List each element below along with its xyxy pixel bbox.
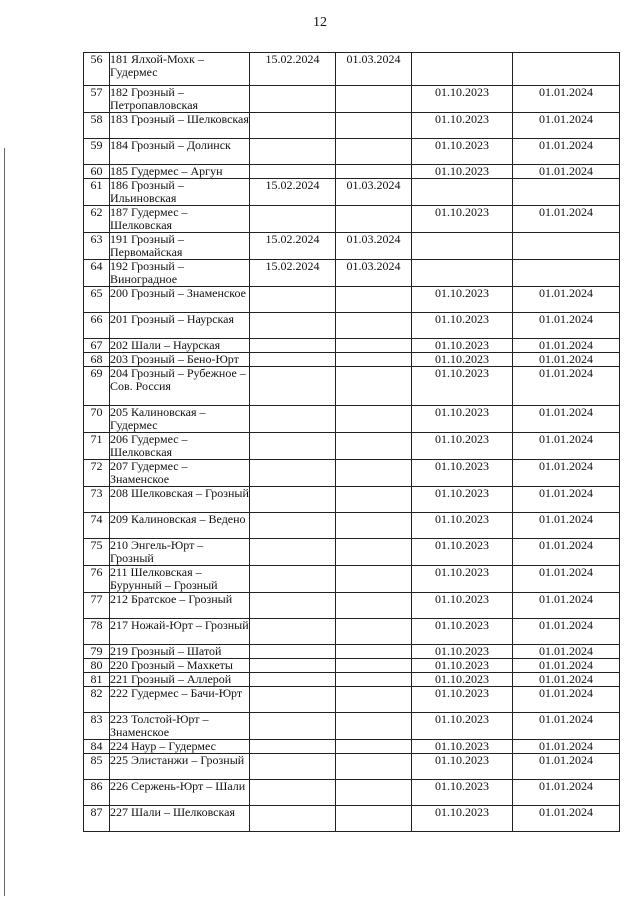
route-name-cell: 207 Гудермес – Знаменское xyxy=(110,460,250,487)
date-col-3-cell xyxy=(412,260,513,287)
date-col-4-cell: 01.01.2024 xyxy=(513,619,620,645)
route-name-cell: 210 Энгель-Юрт – Грозный xyxy=(110,539,250,566)
table-row xyxy=(84,593,620,619)
route-name-cell: 185 Гудермес – Аргун xyxy=(110,165,250,179)
date-col-4-cell: 01.01.2024 xyxy=(513,165,620,179)
date-col-4-cell: 01.01.2024 xyxy=(513,754,620,780)
row-number-cell: 80 xyxy=(84,659,110,673)
row-number-cell: 62 xyxy=(84,206,110,233)
date-col-1-cell xyxy=(250,313,336,339)
date-col-3-cell: 01.10.2023 xyxy=(412,406,513,433)
date-col-3-cell: 01.10.2023 xyxy=(412,740,513,754)
date-col-1-cell xyxy=(250,165,336,179)
date-col-4-cell: 01.01.2024 xyxy=(513,367,620,406)
date-col-4-cell: 01.01.2024 xyxy=(513,206,620,233)
date-col-1-cell: 15.02.2024 xyxy=(250,233,336,260)
row-number-cell: 87 xyxy=(84,806,110,832)
date-col-4-cell: 01.01.2024 xyxy=(513,659,620,673)
date-col-3-cell: 01.10.2023 xyxy=(412,713,513,740)
date-col-2-cell xyxy=(336,367,412,406)
row-number-cell: 69 xyxy=(84,367,110,406)
row-number-cell: 58 xyxy=(84,113,110,139)
date-col-1-cell: 15.02.2024 xyxy=(250,179,336,206)
row-number-cell: 77 xyxy=(84,593,110,619)
table-row xyxy=(84,513,620,539)
date-col-4-cell: 01.01.2024 xyxy=(513,513,620,539)
date-col-2-cell xyxy=(336,287,412,313)
date-col-4-cell: 01.01.2024 xyxy=(513,406,620,433)
table-body xyxy=(84,53,620,832)
date-col-4-cell: 01.01.2024 xyxy=(513,806,620,832)
date-col-1-cell xyxy=(250,619,336,645)
route-name-cell: 223 Толстой-Юрт – Знаменское xyxy=(110,713,250,740)
table-row xyxy=(84,165,620,179)
date-col-3-cell: 01.10.2023 xyxy=(412,513,513,539)
row-number-cell: 61 xyxy=(84,179,110,206)
row-number-cell: 56 xyxy=(84,53,110,86)
date-col-1-cell xyxy=(250,645,336,659)
date-col-1-cell xyxy=(250,206,336,233)
table-row xyxy=(84,539,620,566)
date-col-1-cell xyxy=(250,673,336,687)
date-col-3-cell: 01.10.2023 xyxy=(412,754,513,780)
date-col-3-cell: 01.10.2023 xyxy=(412,566,513,593)
table-row xyxy=(84,339,620,353)
table-row xyxy=(84,233,620,260)
date-col-3-cell: 01.10.2023 xyxy=(412,687,513,713)
date-col-3-cell: 01.10.2023 xyxy=(412,367,513,406)
route-name-cell: 201 Грозный – Наурская xyxy=(110,313,250,339)
row-number-cell: 64 xyxy=(84,260,110,287)
date-col-4-cell: 01.01.2024 xyxy=(513,593,620,619)
row-number-cell: 60 xyxy=(84,165,110,179)
row-number-cell: 71 xyxy=(84,433,110,460)
route-name-cell: 200 Грозный – Знаменское xyxy=(110,287,250,313)
date-col-2-cell xyxy=(336,593,412,619)
table-row xyxy=(84,806,620,832)
date-col-2-cell xyxy=(336,353,412,367)
date-col-1-cell xyxy=(250,513,336,539)
route-name-cell: 221 Грозный – Аллерой xyxy=(110,673,250,687)
row-number-cell: 72 xyxy=(84,460,110,487)
row-number-cell: 73 xyxy=(84,487,110,513)
date-col-3-cell: 01.10.2023 xyxy=(412,645,513,659)
date-col-3-cell xyxy=(412,179,513,206)
route-name-cell: 219 Грозный – Шатой xyxy=(110,645,250,659)
date-col-1-cell xyxy=(250,113,336,139)
date-col-4-cell: 01.01.2024 xyxy=(513,645,620,659)
route-name-cell: 182 Грозный – Петропавловская xyxy=(110,86,250,113)
date-col-3-cell: 01.10.2023 xyxy=(412,539,513,566)
table-row xyxy=(84,86,620,113)
row-number-cell: 68 xyxy=(84,353,110,367)
date-col-1-cell xyxy=(250,433,336,460)
date-col-2-cell xyxy=(336,687,412,713)
date-col-2-cell xyxy=(336,460,412,487)
table-row xyxy=(84,367,620,406)
date-col-2-cell: 01.03.2024 xyxy=(336,179,412,206)
date-col-1-cell xyxy=(250,740,336,754)
date-col-4-cell: 01.01.2024 xyxy=(513,740,620,754)
date-col-2-cell xyxy=(336,339,412,353)
date-col-1-cell xyxy=(250,713,336,740)
table-row xyxy=(84,260,620,287)
date-col-4-cell: 01.01.2024 xyxy=(513,287,620,313)
date-col-2-cell: 01.03.2024 xyxy=(336,53,412,86)
date-col-1-cell xyxy=(250,780,336,806)
date-col-4-cell xyxy=(513,233,620,260)
route-name-cell: 225 Элистанжи – Грозный xyxy=(110,754,250,780)
date-col-3-cell: 01.10.2023 xyxy=(412,139,513,165)
date-col-3-cell: 01.10.2023 xyxy=(412,806,513,832)
date-col-1-cell xyxy=(250,593,336,619)
date-col-2-cell xyxy=(336,513,412,539)
row-number-cell: 79 xyxy=(84,645,110,659)
date-col-4-cell: 01.01.2024 xyxy=(513,673,620,687)
page-number: 12 xyxy=(313,15,327,30)
table-row xyxy=(84,673,620,687)
route-name-cell: 191 Грозный – Первомайская xyxy=(110,233,250,260)
table-row xyxy=(84,113,620,139)
row-number-cell: 67 xyxy=(84,339,110,353)
date-col-2-cell xyxy=(336,566,412,593)
date-col-3-cell: 01.10.2023 xyxy=(412,433,513,460)
date-col-1-cell xyxy=(250,86,336,113)
date-col-2-cell xyxy=(336,713,412,740)
date-col-4-cell xyxy=(513,260,620,287)
date-col-1-cell xyxy=(250,367,336,406)
date-col-3-cell: 01.10.2023 xyxy=(412,460,513,487)
date-col-3-cell: 01.10.2023 xyxy=(412,86,513,113)
table-row xyxy=(84,713,620,740)
date-col-2-cell xyxy=(336,206,412,233)
route-name-cell: 192 Грозный – Виноградное xyxy=(110,260,250,287)
route-name-cell: 183 Грозный – Шелковская xyxy=(110,113,250,139)
table-row xyxy=(84,659,620,673)
route-name-cell: 217 Ножай-Юрт – Грозный xyxy=(110,619,250,645)
date-col-2-cell xyxy=(336,313,412,339)
table-row xyxy=(84,313,620,339)
date-col-2-cell xyxy=(336,673,412,687)
date-col-2-cell xyxy=(336,539,412,566)
route-name-cell: 203 Грозный – Бено-Юрт xyxy=(110,353,250,367)
date-col-4-cell: 01.01.2024 xyxy=(513,539,620,566)
date-col-1-cell xyxy=(250,539,336,566)
route-name-cell: 208 Шелковская – Грозный xyxy=(110,487,250,513)
row-number-cell: 57 xyxy=(84,86,110,113)
date-col-2-cell xyxy=(336,139,412,165)
row-number-cell: 65 xyxy=(84,287,110,313)
route-name-cell: 181 Ялхой-Мохк – Гудермес xyxy=(110,53,250,86)
date-col-1-cell xyxy=(250,406,336,433)
row-number-cell: 70 xyxy=(84,406,110,433)
date-col-4-cell: 01.01.2024 xyxy=(513,339,620,353)
date-col-3-cell: 01.10.2023 xyxy=(412,113,513,139)
route-name-cell: 227 Шали – Шелковская xyxy=(110,806,250,832)
table-row xyxy=(84,566,620,593)
date-col-2-cell xyxy=(336,406,412,433)
date-col-2-cell xyxy=(336,740,412,754)
route-name-cell: 186 Грозный – Ильиновская xyxy=(110,179,250,206)
route-name-cell: 187 Гудермес – Шелковская xyxy=(110,206,250,233)
table-row xyxy=(84,645,620,659)
date-col-2-cell xyxy=(336,619,412,645)
date-col-4-cell xyxy=(513,179,620,206)
row-number-cell: 63 xyxy=(84,233,110,260)
date-col-1-cell xyxy=(250,139,336,165)
date-col-2-cell xyxy=(336,165,412,179)
scan-margin-line xyxy=(4,148,5,896)
row-number-cell: 83 xyxy=(84,713,110,740)
date-col-4-cell: 01.01.2024 xyxy=(513,353,620,367)
date-col-4-cell: 01.01.2024 xyxy=(513,780,620,806)
route-name-cell: 224 Наур – Гудермес xyxy=(110,740,250,754)
date-col-3-cell: 01.10.2023 xyxy=(412,487,513,513)
row-number-cell: 76 xyxy=(84,566,110,593)
date-col-3-cell: 01.10.2023 xyxy=(412,673,513,687)
date-col-3-cell: 01.10.2023 xyxy=(412,313,513,339)
table-row xyxy=(84,487,620,513)
date-col-1-cell xyxy=(250,806,336,832)
route-name-cell: 204 Грозный – Рубежное – Сов. Россия xyxy=(110,367,250,406)
table-row xyxy=(84,740,620,754)
table-row xyxy=(84,206,620,233)
date-col-4-cell: 01.01.2024 xyxy=(513,713,620,740)
row-number-cell: 81 xyxy=(84,673,110,687)
date-col-2-cell xyxy=(336,806,412,832)
row-number-cell: 59 xyxy=(84,139,110,165)
date-col-2-cell xyxy=(336,487,412,513)
date-col-3-cell: 01.10.2023 xyxy=(412,165,513,179)
date-col-3-cell: 01.10.2023 xyxy=(412,780,513,806)
table-row xyxy=(84,433,620,460)
date-col-3-cell xyxy=(412,233,513,260)
row-number-cell: 74 xyxy=(84,513,110,539)
table-row xyxy=(84,139,620,165)
date-col-2-cell xyxy=(336,754,412,780)
date-col-1-cell xyxy=(250,339,336,353)
table-row xyxy=(84,460,620,487)
table-row xyxy=(84,406,620,433)
route-name-cell: 222 Гудермес – Бачи-Юрт xyxy=(110,687,250,713)
row-number-cell: 78 xyxy=(84,619,110,645)
date-col-2-cell: 01.03.2024 xyxy=(336,260,412,287)
row-number-cell: 75 xyxy=(84,539,110,566)
date-col-3-cell: 01.10.2023 xyxy=(412,287,513,313)
route-schedule-table xyxy=(83,52,620,832)
date-col-4-cell: 01.01.2024 xyxy=(513,566,620,593)
route-name-cell: 202 Шали – Наурская xyxy=(110,339,250,353)
row-number-cell: 85 xyxy=(84,754,110,780)
date-col-1-cell xyxy=(250,460,336,487)
route-name-cell: 212 Братское – Грозный xyxy=(110,593,250,619)
route-name-cell: 206 Гудермес – Шелковская xyxy=(110,433,250,460)
date-col-3-cell xyxy=(412,53,513,86)
row-number-cell: 66 xyxy=(84,313,110,339)
date-col-3-cell: 01.10.2023 xyxy=(412,659,513,673)
date-col-1-cell xyxy=(250,754,336,780)
date-col-1-cell xyxy=(250,687,336,713)
route-name-cell: 220 Грозный – Махкеты xyxy=(110,659,250,673)
table-row xyxy=(84,619,620,645)
table-row xyxy=(84,780,620,806)
date-col-3-cell: 01.10.2023 xyxy=(412,206,513,233)
date-col-2-cell xyxy=(336,780,412,806)
date-col-3-cell: 01.10.2023 xyxy=(412,353,513,367)
table-row xyxy=(84,353,620,367)
date-col-2-cell xyxy=(336,659,412,673)
date-col-1-cell xyxy=(250,566,336,593)
date-col-4-cell: 01.01.2024 xyxy=(513,139,620,165)
route-name-cell: 211 Шелковская – Бурунный – Грозный xyxy=(110,566,250,593)
table-row xyxy=(84,687,620,713)
date-col-4-cell: 01.01.2024 xyxy=(513,460,620,487)
row-number-cell: 82 xyxy=(84,687,110,713)
date-col-3-cell: 01.10.2023 xyxy=(412,339,513,353)
date-col-4-cell: 01.01.2024 xyxy=(513,86,620,113)
date-col-3-cell: 01.10.2023 xyxy=(412,593,513,619)
route-name-cell: 226 Сержень-Юрт – Шали xyxy=(110,780,250,806)
date-col-1-cell: 15.02.2024 xyxy=(250,53,336,86)
date-col-4-cell: 01.01.2024 xyxy=(513,433,620,460)
date-col-2-cell xyxy=(336,433,412,460)
date-col-1-cell xyxy=(250,287,336,313)
route-name-cell: 209 Калиновская – Ведено xyxy=(110,513,250,539)
date-col-1-cell xyxy=(250,353,336,367)
date-col-2-cell xyxy=(336,86,412,113)
date-col-4-cell: 01.01.2024 xyxy=(513,313,620,339)
table-row xyxy=(84,754,620,780)
date-col-2-cell: 01.03.2024 xyxy=(336,233,412,260)
table-row xyxy=(84,53,620,86)
date-col-4-cell: 01.01.2024 xyxy=(513,487,620,513)
date-col-1-cell xyxy=(250,659,336,673)
route-name-cell: 205 Калиновская – Гудермес xyxy=(110,406,250,433)
date-col-4-cell: 01.01.2024 xyxy=(513,687,620,713)
date-col-4-cell: 01.01.2024 xyxy=(513,113,620,139)
date-col-2-cell xyxy=(336,645,412,659)
route-name-cell: 184 Грозный – Долинск xyxy=(110,139,250,165)
date-col-1-cell xyxy=(250,487,336,513)
date-col-2-cell xyxy=(336,113,412,139)
table-row xyxy=(84,179,620,206)
row-number-cell: 86 xyxy=(84,780,110,806)
date-col-4-cell xyxy=(513,53,620,86)
table-row xyxy=(84,287,620,313)
row-number-cell: 84 xyxy=(84,740,110,754)
date-col-3-cell: 01.10.2023 xyxy=(412,619,513,645)
date-col-1-cell: 15.02.2024 xyxy=(250,260,336,287)
